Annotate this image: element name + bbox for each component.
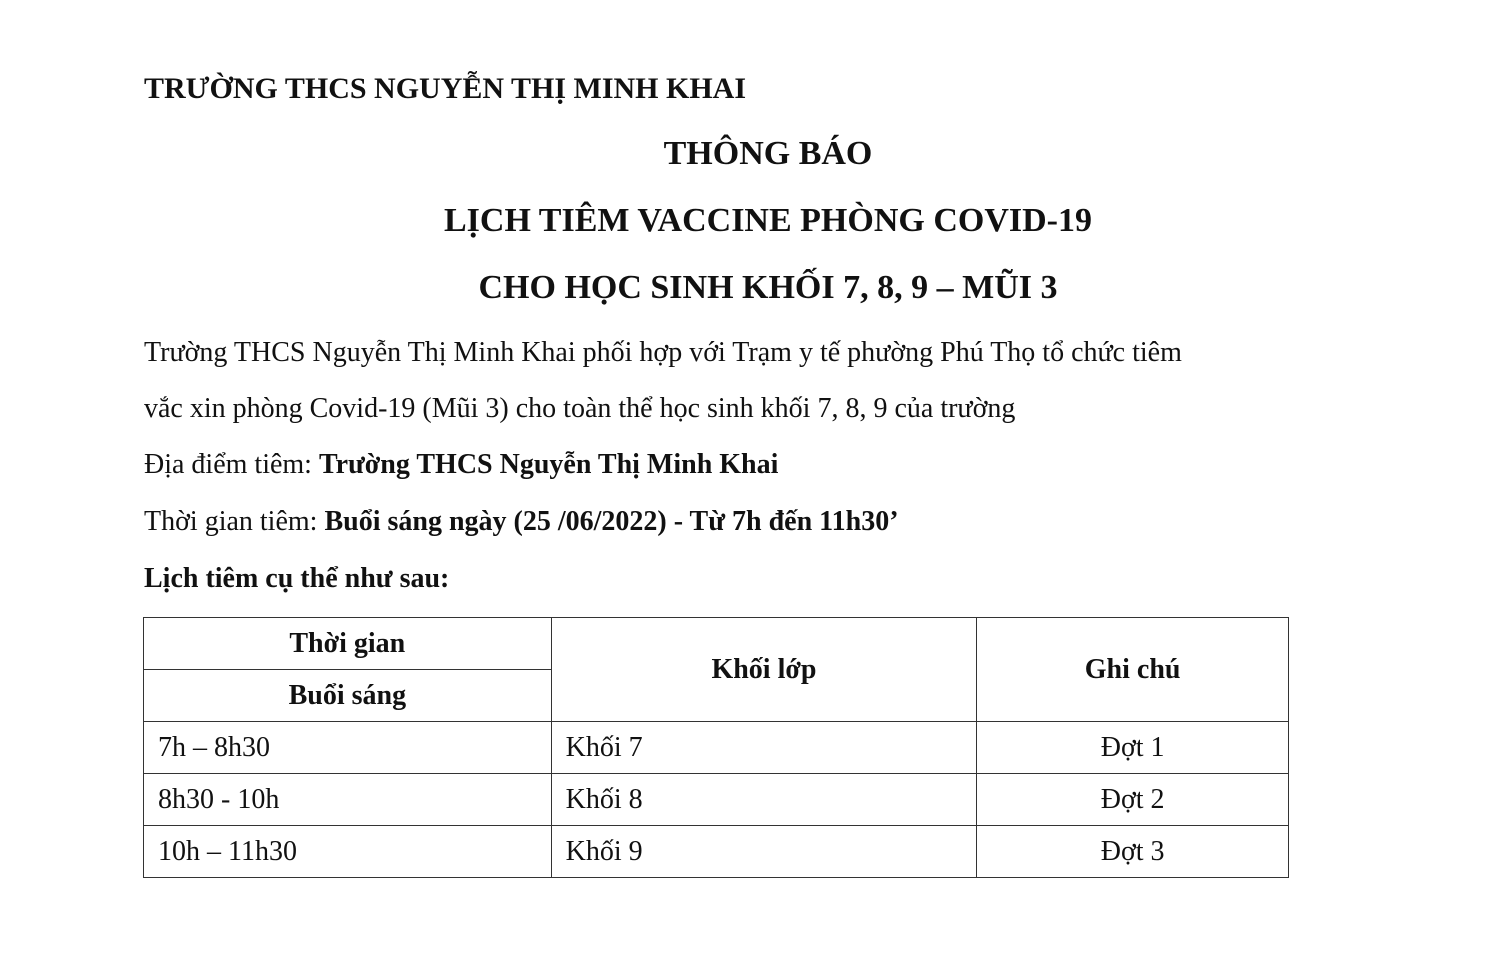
- cell-note: Đợt 2: [977, 774, 1289, 826]
- intro-line-2: vắc xin phòng Covid-19 (Mũi 3) cho toàn thể học sinh khối 7, 8, 9 của trường: [144, 393, 1016, 424]
- notice-title: THÔNG BÁO: [663, 135, 873, 172]
- header-grade: Khối lớp: [551, 618, 977, 722]
- time-label: Thời gian tiêm:: [144, 506, 325, 537]
- table-row: [144, 774, 1289, 826]
- cell-grade: Khối 9: [551, 826, 977, 878]
- schedule-table: [143, 617, 1289, 878]
- schedule-heading: Lịch tiêm cụ thể như sau:: [144, 563, 450, 594]
- header-note: Ghi chú: [977, 618, 1289, 722]
- table-row: [144, 826, 1289, 878]
- time-line: [144, 506, 899, 538]
- table-header-row: [144, 618, 1289, 670]
- table-row: [144, 722, 1289, 774]
- location-value: Trường THCS Nguyễn Thị Minh Khai: [318, 449, 779, 480]
- cell-time: 10h – 11h30: [144, 826, 552, 878]
- school-name: TRƯỜNG THCS NGUYỄN THỊ MINH KHAI: [144, 72, 747, 105]
- cell-grade: Khối 8: [551, 774, 977, 826]
- intro-line-1: Trường THCS Nguyễn Thị Minh Khai phối hợp với Trạm y tế phường Phú Thọ tổ chức tiêm: [144, 337, 1182, 368]
- header-time-sub: Buổi sáng: [144, 670, 552, 722]
- cell-time: 7h – 8h30: [144, 722, 552, 774]
- cell-grade: Khối 7: [551, 722, 977, 774]
- location-label: Địa điểm tiêm:: [144, 449, 319, 480]
- cell-note: Đợt 3: [977, 826, 1289, 878]
- location-line: [144, 449, 778, 481]
- header-time-group: Thời gian: [144, 618, 552, 670]
- cell-time: 8h30 - 10h: [144, 774, 552, 826]
- cell-note: Đợt 1: [977, 722, 1289, 774]
- notice-subtitle-target: CHO HỌC SINH KHỐI 7, 8, 9 – MŨI 3: [478, 269, 1058, 306]
- notice-subtitle: LỊCH TIÊM VACCINE PHÒNG COVID-19: [444, 202, 1092, 239]
- time-value: Buổi sáng ngày (25 /06/2022) - Từ 7h đến 11h30’: [324, 506, 899, 537]
